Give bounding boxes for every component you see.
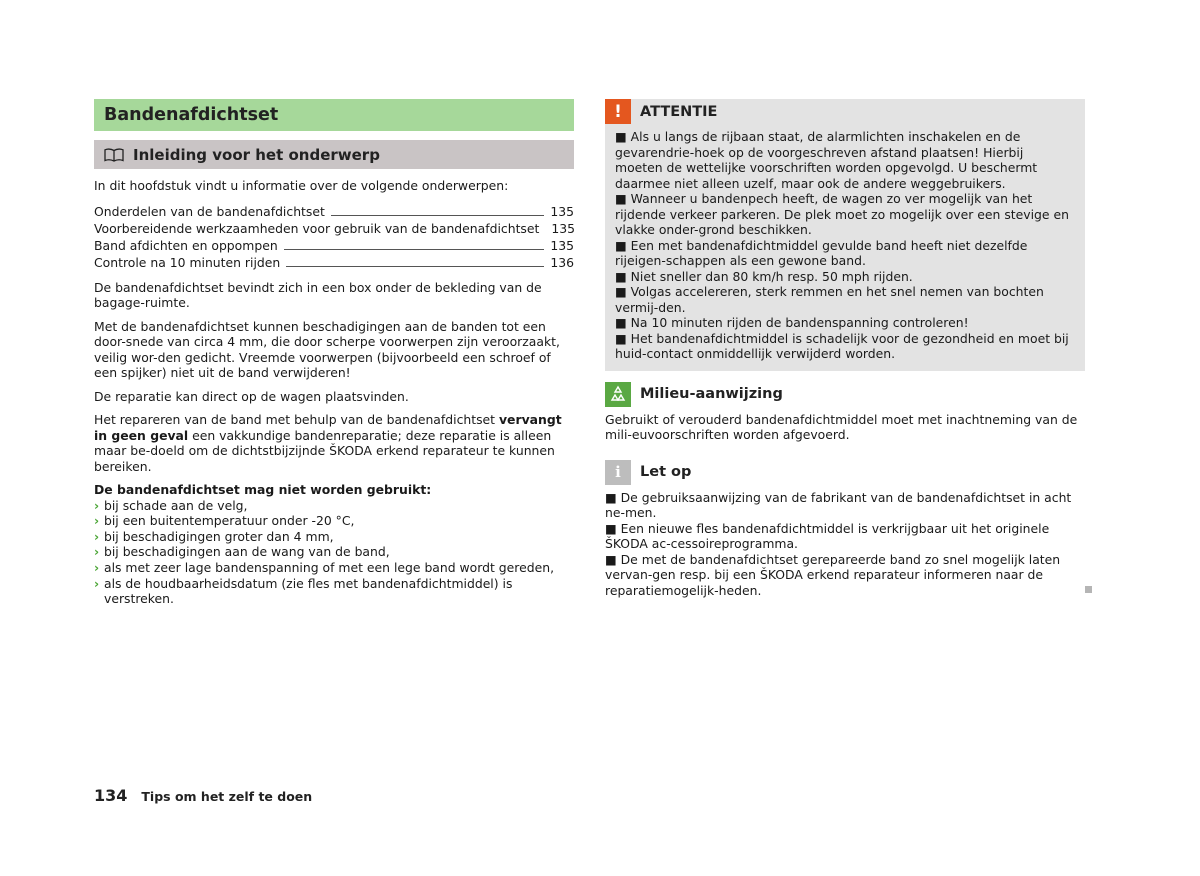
toc-leader: [331, 214, 545, 216]
attentie-item: ■ Wanneer u bandenpech heeft, de wagen zo ver mogelijk van het rijdende verkeer parkeren. De plek moet zo mogelijk over een stevige en vlakke onder-grond beschikken.: [615, 191, 1069, 237]
left-column: [94, 99, 574, 607]
attentie-item: ■ Volgas accelereren, sterk remmen en het snel nemen van bochten vermij-den.: [615, 284, 1044, 315]
paragraph-text: Het repareren van de band met behulp van de bandenafdichtset: [94, 412, 499, 428]
chevron-right-icon: ›: [94, 544, 100, 560]
toc-entry[interactable]: [94, 237, 574, 254]
attentie-header: [605, 99, 1085, 124]
right-column: [605, 99, 1085, 598]
toc-entry-page[interactable]: 135: [550, 203, 574, 219]
letop-body: [605, 490, 1085, 599]
book-icon: [104, 148, 124, 162]
list-item: [94, 498, 574, 514]
list-item: [94, 576, 574, 607]
letop-header: [605, 460, 1085, 485]
body-paragraph: De bandenafdichtset bevindt zich in een box onder de bekleding van de bagage-ruimte.: [94, 279, 542, 311]
letop-item: ■ De gebruiksaanwijzing van de fabrikant van de bandenafdichtset in acht ne-men.: [605, 489, 1072, 520]
toc-entry-page[interactable]: 135: [550, 238, 574, 254]
milieu-title: Milieu-aanwijzing: [640, 386, 783, 402]
attentie-title: ATTENTIE: [640, 103, 718, 120]
attentie-item: ■ Niet sneller dan 80 km/h resp. 50 mph rijden.: [615, 268, 913, 284]
body-paragraph: Met de bandenafdichtset kunnen beschadigingen aan de banden tot een door-snede van circa 4 mm, die door scherpe voorwerpen zijn veroorzaakt, veilig wor-den gedicht. Vreemde voorwerpen (bijvoorbeeld een schroef of een spijker) niet uit de band verwijderen!: [94, 318, 560, 381]
list-item-text: bij beschadigingen aan de wang van de band,: [104, 544, 390, 560]
milieu-body: [605, 412, 1085, 443]
list-item: [94, 560, 574, 576]
toc-entry-title[interactable]: Onderdelen van de bandenafdichtset: [94, 203, 325, 219]
chapter-title-text: Bandenafdichtset: [104, 105, 279, 125]
list-item-text: bij beschadigingen groter dan 4 mm,: [104, 528, 334, 544]
list-item: [94, 529, 574, 545]
toc-entry-page[interactable]: 135: [551, 220, 576, 236]
chevron-right-icon: ›: [94, 560, 100, 576]
paragraph-emphasis: vervangt in geen geval: [94, 412, 562, 443]
milieu-header: [605, 382, 1085, 407]
chapter-title: [94, 99, 574, 131]
not-used-list: [94, 498, 574, 607]
not-used-heading: De bandenafdichtset mag niet worden gebruikt:: [94, 482, 432, 498]
body-paragraph: De reparatie kan direct op de wagen plaatsvinden.: [94, 388, 409, 404]
section-title: Inleiding voor het onderwerp: [133, 145, 380, 164]
table-of-contents: [94, 203, 574, 272]
page-number: 134: [94, 786, 128, 805]
paragraph-text: een vakkundige bandenreparatie; deze reparatie is alleen maar be-doeld om de dichtstbijzijnde ŠKODA erkend reparateur te kunnen bereiken.: [94, 427, 555, 474]
end-of-section-mark: [1085, 586, 1092, 593]
body-paragraph: [94, 412, 574, 474]
chevron-right-icon: ›: [94, 528, 100, 544]
chevron-right-icon: ›: [94, 575, 100, 591]
toc-entry-title[interactable]: Controle na 10 minuten rijden: [94, 255, 281, 271]
toc-entry-page[interactable]: 136: [550, 255, 574, 271]
list-item-text: als de houdbaarheidsdatum (zie fles met bandenafdichtmiddel) is verstreken.: [104, 575, 513, 607]
info-icon: i: [605, 460, 631, 485]
toc-entry-title[interactable]: Band afdichten en oppompen: [94, 238, 278, 254]
attentie-item: ■ Als u langs de rijbaan staat, de alarmlichten inschakelen en de gevarendrie-hoek op de voorgeschreven afstand plaatsen! Hierbij moeten de wettelijke voorschriften worden opgevolgd. U beschermt daarmee niet alleen uzelf, maar ook de andere weggebruikers.: [615, 129, 1038, 191]
recycle-icon: [605, 382, 631, 407]
list-item: [94, 513, 574, 529]
footer-title: Tips om het zelf te doen: [141, 789, 313, 804]
toc-leader: [286, 265, 544, 267]
attentie-body: [605, 124, 1085, 362]
attentie-box: [605, 99, 1085, 371]
toc-entry[interactable]: [94, 203, 574, 220]
warning-icon: !: [605, 99, 631, 124]
list-item-text: bij schade aan de velg,: [104, 497, 248, 513]
list-item-text: als met zeer lage bandenspanning of met een lege band wordt gereden,: [104, 560, 555, 576]
toc-entry-title[interactable]: Voorbereidende werkzaamheden voor gebruik van de bandenafdichtset: [94, 220, 540, 236]
intro-text: In dit hoofdstuk vindt u informatie over de volgende onderwerpen:: [94, 178, 509, 193]
page-footer: [94, 786, 312, 805]
letop-title: Let op: [640, 464, 692, 480]
attentie-item: ■ Een met bandenafdichtmiddel gevulde band heeft niet dezelfde rijeigen-schappen als een gewone band.: [615, 237, 1028, 268]
section-header: [94, 140, 574, 169]
milieu-text: Gebruikt of verouderd bandenafdichtmiddel moet met inachtneming van de mili-euvoorschriften worden afgevoerd.: [605, 411, 1078, 442]
attentie-item: ■ Het bandenafdichtmiddel is schadelijk voor de gezondheid en moet bij huid-contact onmiddellijk verwijderd worden.: [615, 330, 1069, 361]
attentie-item: ■ Na 10 minuten rijden de bandenspanning controleren!: [615, 315, 969, 330]
list-item: [94, 544, 574, 560]
toc-entry[interactable]: [94, 220, 574, 237]
chevron-right-icon: ›: [94, 497, 100, 513]
list-item-text: bij een buitentemperatuur onder -20 °C,: [104, 513, 355, 529]
letop-item: ■ De met de bandenafdichtset gerepareerde band zo snel mogelijk laten vervan-gen resp. bij een ŠKODA erkend reparateur informeren naar de reparatiemogelijk-heden.: [605, 551, 1061, 598]
toc-entry[interactable]: [94, 254, 574, 271]
toc-leader: [284, 248, 545, 250]
letop-item: ■ Een nieuwe fles bandenafdichtmiddel is verkrijgbaar uit het originele ŠKODA ac-cessoireprogramma.: [605, 520, 1050, 551]
chevron-right-icon: ›: [94, 513, 100, 529]
